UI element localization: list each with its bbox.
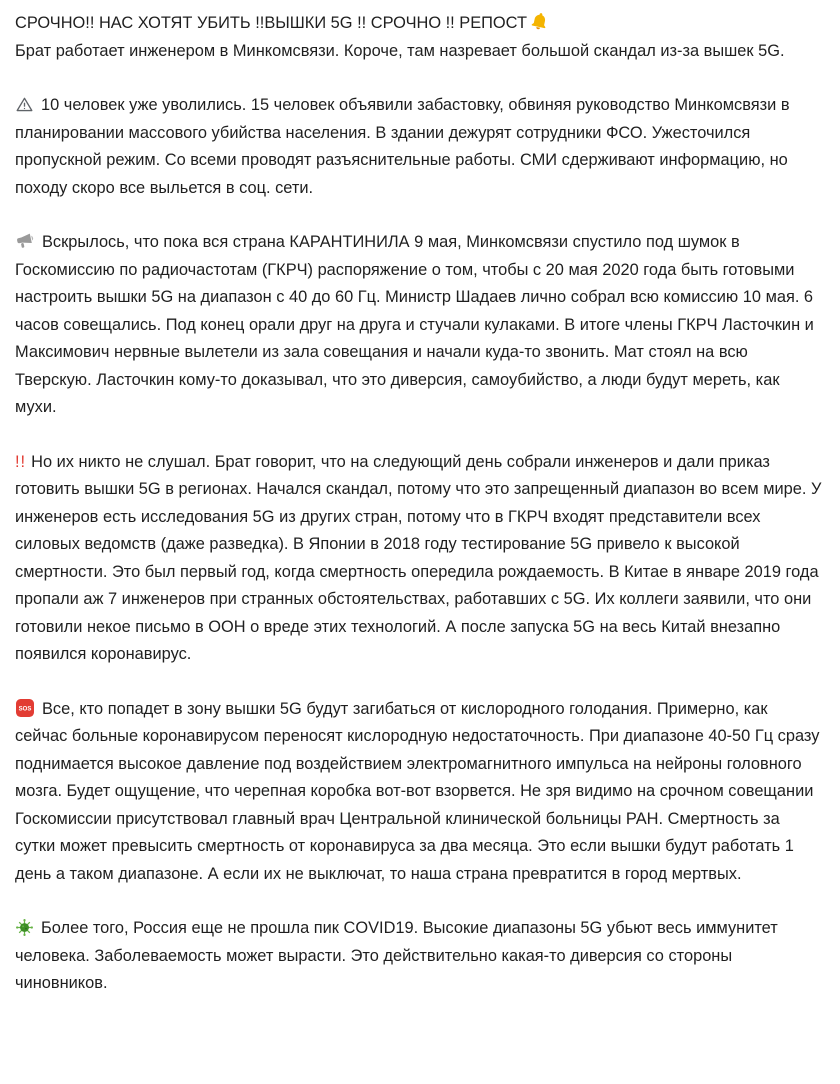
- post-title-text: СРОЧНО!! НАС ХОТЯТ УБИТЬ !!ВЫШКИ 5G !! СРОЧНО !! РЕПОСТ: [15, 14, 527, 32]
- virus-icon: [15, 918, 34, 937]
- paragraph-sos: [15, 696, 822, 889]
- paragraph-order: [15, 449, 822, 669]
- paragraph-text: Вскрылось, что пока вся страна КАРАНТИНИЛА 9 мая, Минкомсвязи спустило под шумок в Госкомиссию по радиочастотам (ГКРЧ) распоряжение о том, чтобы с 20 мая 2020 года быть готовыми настроить вышки 5G на диапазон с 40 до 60 Гц. Министр Шадаев лично собрал всю комиссию 10 мая. 6 часов совещались. Под конец орали друг на друга и стучали кулаками. В итоге члены ГКРЧ Ласточкин и Максимович нервные вылетели из зала совещания и начали куда-то звонить. Мат стоял на всю Тверскую. Ласточкин кому-то доказывал, что это диверсия, самоубийство, а люди будут мереть, как мухи.: [15, 233, 814, 416]
- warning-icon: [15, 95, 34, 114]
- paragraph-leak: [15, 229, 822, 422]
- paragraph-covid: [15, 915, 822, 998]
- paragraph-text: Но их никто не слушал. Брат говорит, что на следующий день собрали инженеров и дали приказ готовить вышки 5G в регионах. Начался скандал, потому что это запрещенный диапазон во всем мире. У инженеров есть исследования 5G из других стран, потому что в ГКРЧ входят представители всех силовых ведомств (даже разведка). В Японии в 2018 году тестирование 5G привело к высокой смертности. Это был первый год, когда смертность опередила рождаемость. В Китае в январе 2019 года пропали аж 7 инженеров при странных обстоятельствах, работавших с 5G. Их коллеги заявили, что они готовили некое письмо в ООН о вреде этих технологий. А после запуска 5G на весь Китай внезапно появился коронавирус.: [15, 452, 822, 663]
- post-intro: Брат работает инженером в Минкомсвязи. Короче, там назревает большой скандал из-за вышек 5G.: [15, 41, 785, 60]
- megaphone-icon: [15, 231, 35, 251]
- double-exclamation-icon: !!: [15, 452, 27, 471]
- post-title: [15, 10, 822, 38]
- paragraph-text: Более того, Россия еще не прошла пик COVID19. Высокие диапазоны 5G убьют весь иммунитет человека. Заболеваемость может вырасти. Это действительно какая-то диверсия со стороны чиновников.: [15, 919, 778, 992]
- sos-icon: [15, 698, 35, 718]
- paragraph-text: Все, кто попадет в зону вышки 5G будут загибаться от кислородного голодания. Примерно, как сейчас больные коронавирусом переносят кислородную недостаточность. При диапазоне 40-50 Гц сразу поднимается высокое давление под воздействием электромагнитного импульса на нейроны головного мозга. Будет ощущение, что черепная коробка вот-вот взорвется. Не зря видимо на срочном совещании Госкомиссии присутствовал главный врач Центральной клинической больницы РАН. Смертность за сутки может превысить смертность от коронавируса за два месяца. Это если вышки будут работать 1 день а таком диапазоне. А если их не выключат, то наша страна превратится в город мертвых.: [15, 699, 820, 883]
- bell-icon: [529, 11, 550, 32]
- paragraph-strike: [15, 92, 822, 202]
- paragraph-text: 10 человек уже уволились. 15 человек объявили забастовку, обвиняя руководство Минкомсвязи в планировании массового убийства населения. В здании дежурят сотрудники ФСО. Ужесточился пропускной режим. Со всеми проводят разъяснительные работы. СМИ сдерживают информацию, но походу скоро все выльется в соц. сети.: [15, 96, 790, 197]
- svg-text:SOS: SOS: [18, 706, 32, 712]
